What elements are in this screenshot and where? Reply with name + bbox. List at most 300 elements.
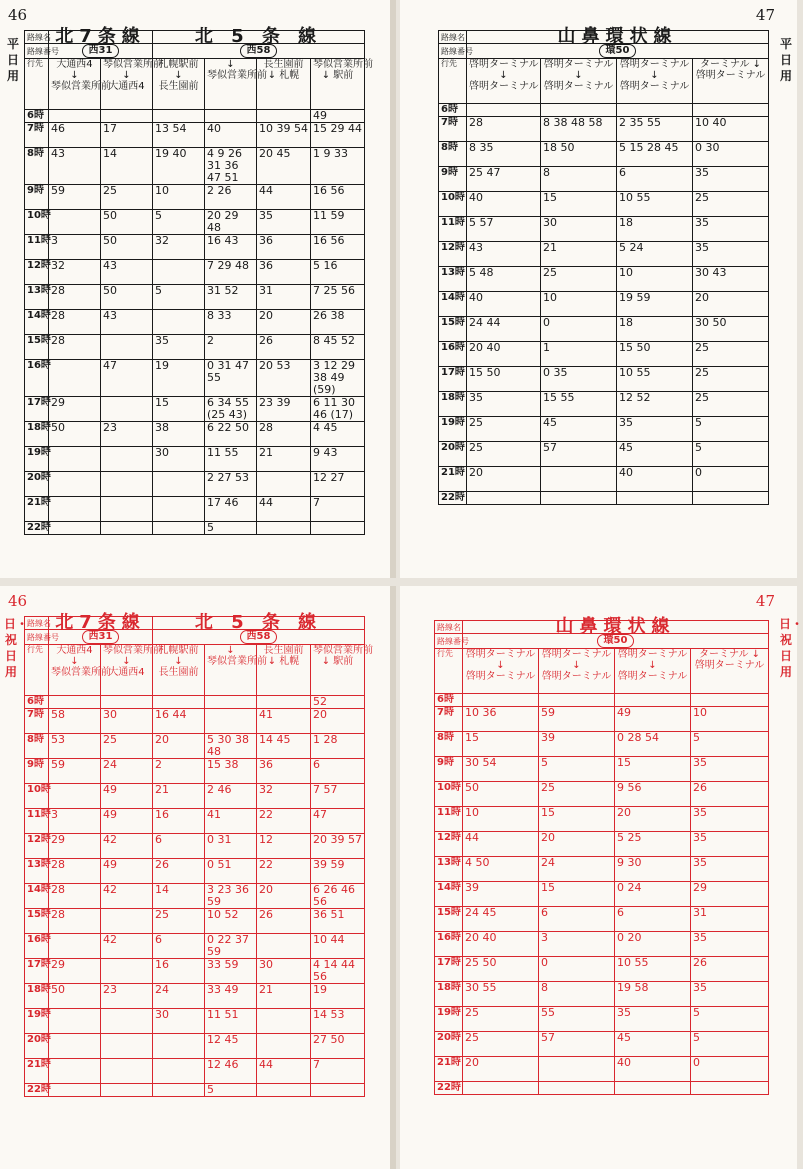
minutes-cell: 35 bbox=[691, 832, 769, 857]
table-row bbox=[25, 884, 365, 909]
table-row bbox=[25, 834, 365, 859]
minutes-cell: 16 43 bbox=[205, 235, 257, 260]
hour-cell: 14時 bbox=[439, 292, 467, 317]
minutes-cell: 36 bbox=[257, 260, 311, 285]
minutes-cell: 24 bbox=[101, 759, 153, 784]
table-row bbox=[25, 235, 365, 260]
minutes-cell: 28 bbox=[49, 285, 101, 310]
minutes-cell: 13 54 bbox=[153, 123, 205, 148]
minutes-cell: 6 22 50 bbox=[205, 422, 257, 447]
minutes-cell: 6 bbox=[153, 934, 205, 959]
minutes-cell: 19 59 bbox=[617, 292, 693, 317]
hour-cell: 10時 bbox=[25, 784, 49, 809]
minutes-cell: 6 26 46 56 bbox=[311, 884, 365, 909]
table-row bbox=[25, 959, 365, 984]
table-row bbox=[435, 932, 769, 957]
minutes-cell: 5 bbox=[205, 522, 257, 535]
timetable bbox=[438, 26, 769, 505]
minutes-cell: 25 bbox=[463, 1032, 539, 1057]
minutes-cell: 0 bbox=[539, 957, 615, 982]
dest-label: 行先 bbox=[435, 649, 463, 694]
route-name-label: 路線名 bbox=[25, 31, 49, 44]
hour-cell: 11時 bbox=[439, 217, 467, 242]
table-row bbox=[435, 832, 769, 857]
hour-cell: 13時 bbox=[435, 857, 463, 882]
minutes-cell bbox=[463, 1082, 539, 1095]
minutes-cell: 19 58 bbox=[615, 982, 691, 1007]
hour-cell: 6時 bbox=[25, 696, 49, 709]
minutes-cell: 3 23 36 59 bbox=[205, 884, 257, 909]
table-row bbox=[25, 148, 365, 185]
table-row bbox=[25, 709, 365, 734]
minutes-cell bbox=[257, 1084, 311, 1097]
minutes-cell: 0 22 37 59 bbox=[205, 934, 257, 959]
minutes-cell: 6 bbox=[617, 167, 693, 192]
minutes-cell: 2 27 53 bbox=[205, 472, 257, 497]
table-row bbox=[25, 809, 365, 834]
hour-cell: 17時 bbox=[435, 957, 463, 982]
minutes-cell: 6 34 55 (25 43) bbox=[205, 397, 257, 422]
table-row bbox=[25, 1034, 365, 1059]
minutes-cell: 25 bbox=[693, 392, 769, 417]
hour-cell: 20時 bbox=[25, 472, 49, 497]
minutes-cell: 7 25 56 bbox=[311, 285, 365, 310]
line-name: 北7条線 bbox=[49, 31, 153, 44]
minutes-cell: 7 bbox=[311, 1059, 365, 1084]
minutes-cell: 20 40 bbox=[463, 932, 539, 957]
hour-cell: 12時 bbox=[25, 260, 49, 285]
minutes-cell: 4 50 bbox=[463, 857, 539, 882]
minutes-cell bbox=[205, 696, 257, 709]
minutes-cell: 9 30 bbox=[615, 857, 691, 882]
table-row bbox=[439, 267, 769, 292]
minutes-cell: 30 bbox=[153, 447, 205, 472]
minutes-cell bbox=[541, 104, 617, 117]
minutes-cell bbox=[49, 1084, 101, 1097]
minutes-cell: 31 52 bbox=[205, 285, 257, 310]
hour-cell: 17時 bbox=[25, 397, 49, 422]
minutes-cell: 0 28 54 bbox=[615, 732, 691, 757]
bottom-right-page bbox=[400, 586, 803, 1169]
minutes-cell: 0 51 bbox=[205, 859, 257, 884]
minutes-cell: 26 bbox=[691, 782, 769, 807]
minutes-cell: 28 bbox=[49, 859, 101, 884]
minutes-cell: 40 bbox=[467, 192, 541, 217]
minutes-cell bbox=[49, 784, 101, 809]
page-number: 47 bbox=[755, 6, 775, 24]
minutes-cell: 26 bbox=[691, 957, 769, 982]
minutes-cell: 30 54 bbox=[463, 757, 539, 782]
minutes-cell: 6 bbox=[153, 834, 205, 859]
minutes-cell bbox=[691, 694, 769, 707]
minutes-cell: 2 bbox=[205, 335, 257, 360]
line-name: 北7条線 bbox=[49, 617, 153, 630]
minutes-cell: 15 bbox=[539, 807, 615, 832]
minutes-cell bbox=[311, 1084, 365, 1097]
hour-cell: 20時 bbox=[439, 442, 467, 467]
minutes-cell: 10 55 bbox=[617, 192, 693, 217]
minutes-cell: 7 57 bbox=[311, 784, 365, 809]
minutes-cell: 25 bbox=[693, 192, 769, 217]
minutes-cell: 20 bbox=[257, 884, 311, 909]
minutes-cell: 35 bbox=[257, 210, 311, 235]
minutes-cell: 30 bbox=[153, 1009, 205, 1034]
minutes-cell: 44 bbox=[257, 185, 311, 210]
minutes-cell bbox=[49, 522, 101, 535]
minutes-cell: 0 31 47 55 bbox=[205, 360, 257, 397]
minutes-cell: 20 bbox=[463, 1057, 539, 1082]
minutes-cell: 16 56 bbox=[311, 185, 365, 210]
minutes-cell bbox=[257, 472, 311, 497]
minutes-cell: 8 38 48 58 bbox=[541, 117, 617, 142]
minutes-cell bbox=[257, 934, 311, 959]
minutes-cell: 43 bbox=[467, 242, 541, 267]
hour-cell: 21時 bbox=[435, 1057, 463, 1082]
hour-cell: 16時 bbox=[439, 342, 467, 367]
hour-cell: 9時 bbox=[435, 757, 463, 782]
minutes-cell: 46 bbox=[49, 123, 101, 148]
minutes-cell bbox=[257, 110, 311, 123]
minutes-cell: 53 bbox=[49, 734, 101, 759]
table-row bbox=[439, 292, 769, 317]
hour-cell: 7時 bbox=[25, 123, 49, 148]
table-row bbox=[25, 734, 365, 759]
destination-header: 大通西4 ↓ 琴似営業所前 bbox=[49, 59, 101, 110]
hour-cell: 22時 bbox=[439, 492, 467, 505]
route-number-badge: 西58 bbox=[240, 630, 278, 644]
dest-label: 行先 bbox=[439, 59, 467, 104]
table-row bbox=[439, 467, 769, 492]
minutes-cell: 6 11 30 46 (17) bbox=[311, 397, 365, 422]
minutes-cell bbox=[49, 110, 101, 123]
hour-cell: 6時 bbox=[439, 104, 467, 117]
minutes-cell: 10 bbox=[463, 807, 539, 832]
minutes-cell bbox=[49, 1059, 101, 1084]
minutes-cell bbox=[101, 447, 153, 472]
table-row bbox=[435, 782, 769, 807]
destination-header: 啓明ターミナル ↓ 啓明ターミナル bbox=[617, 59, 693, 104]
table-row bbox=[25, 1084, 365, 1097]
minutes-cell bbox=[311, 522, 365, 535]
route-no-label: 路線番号 bbox=[25, 44, 49, 59]
table-row bbox=[435, 1007, 769, 1032]
minutes-cell: 33 59 bbox=[205, 959, 257, 984]
minutes-cell bbox=[539, 1057, 615, 1082]
minutes-cell bbox=[49, 360, 101, 397]
minutes-cell bbox=[617, 104, 693, 117]
table-row bbox=[25, 472, 365, 497]
table-row bbox=[439, 342, 769, 367]
minutes-cell: 0 31 bbox=[205, 834, 257, 859]
route-no-label: 路線番号 bbox=[439, 44, 467, 59]
minutes-cell: 30 bbox=[101, 709, 153, 734]
table-row bbox=[25, 123, 365, 148]
minutes-cell: 59 bbox=[49, 185, 101, 210]
hour-cell: 13時 bbox=[25, 285, 49, 310]
minutes-cell bbox=[101, 909, 153, 934]
minutes-cell: 0 35 bbox=[541, 367, 617, 392]
minutes-cell: 47 bbox=[101, 360, 153, 397]
minutes-cell bbox=[693, 104, 769, 117]
minutes-cell: 15 55 bbox=[541, 392, 617, 417]
hour-cell: 8時 bbox=[25, 148, 49, 185]
hour-cell: 11時 bbox=[25, 809, 49, 834]
minutes-cell: 7 bbox=[311, 497, 365, 522]
minutes-cell bbox=[467, 492, 541, 505]
table-row bbox=[435, 907, 769, 932]
table-row bbox=[439, 104, 769, 117]
minutes-cell: 19 bbox=[153, 360, 205, 397]
minutes-cell: 52 bbox=[311, 696, 365, 709]
minutes-cell: 11 59 bbox=[311, 210, 365, 235]
minutes-cell: 0 bbox=[541, 317, 617, 342]
minutes-cell: 6 bbox=[311, 759, 365, 784]
table-row bbox=[439, 417, 769, 442]
route-number-badge: 環50 bbox=[597, 634, 635, 648]
minutes-cell bbox=[257, 696, 311, 709]
route-no-label: 路線番号 bbox=[25, 630, 49, 645]
minutes-cell: 35 bbox=[691, 807, 769, 832]
hour-cell: 21時 bbox=[439, 467, 467, 492]
minutes-cell: 25 47 bbox=[467, 167, 541, 192]
day-type-label: 日・祝日用 bbox=[779, 617, 803, 679]
minutes-cell: 35 bbox=[691, 982, 769, 1007]
table-row bbox=[439, 442, 769, 467]
destination-header: 啓明ターミナル ↓ 啓明ターミナル bbox=[539, 649, 615, 694]
minutes-cell: 24 44 bbox=[467, 317, 541, 342]
minutes-cell bbox=[49, 447, 101, 472]
minutes-cell bbox=[101, 1009, 153, 1034]
minutes-cell: 15 50 bbox=[617, 342, 693, 367]
destination-header: 長生園前 ↓ 札幌 bbox=[257, 645, 311, 696]
minutes-cell: 50 bbox=[101, 235, 153, 260]
minutes-cell: 26 bbox=[153, 859, 205, 884]
bottom-left-page bbox=[0, 586, 396, 1169]
hour-cell: 16時 bbox=[435, 932, 463, 957]
minutes-cell: 25 bbox=[153, 909, 205, 934]
page-number: 46 bbox=[8, 592, 28, 610]
minutes-cell: 26 38 bbox=[311, 310, 365, 335]
minutes-cell: 27 50 bbox=[311, 1034, 365, 1059]
table-row bbox=[25, 185, 365, 210]
minutes-cell bbox=[101, 1059, 153, 1084]
minutes-cell: 18 50 bbox=[541, 142, 617, 167]
route-number-badge: 西31 bbox=[82, 630, 120, 644]
minutes-cell: 12 27 bbox=[311, 472, 365, 497]
minutes-cell: 8 33 bbox=[205, 310, 257, 335]
minutes-cell: 2 46 bbox=[205, 784, 257, 809]
minutes-cell: 40 bbox=[615, 1057, 691, 1082]
hour-cell: 12時 bbox=[435, 832, 463, 857]
minutes-cell: 21 bbox=[153, 784, 205, 809]
minutes-cell: 10 39 54 bbox=[257, 123, 311, 148]
page-number: 47 bbox=[755, 592, 775, 610]
minutes-cell: 41 bbox=[257, 709, 311, 734]
route-name-label: 路線名 bbox=[25, 617, 49, 630]
minutes-cell: 35 bbox=[615, 1007, 691, 1032]
binding-gutter bbox=[390, 0, 396, 578]
table-row bbox=[439, 217, 769, 242]
table-row bbox=[25, 984, 365, 1009]
minutes-cell: 24 45 bbox=[463, 907, 539, 932]
minutes-cell: 10 40 bbox=[693, 117, 769, 142]
destination-header: ターミナル ↓ 啓明ターミナル bbox=[693, 59, 769, 104]
minutes-cell: 2 bbox=[153, 759, 205, 784]
minutes-cell: 20 bbox=[311, 709, 365, 734]
minutes-cell bbox=[49, 934, 101, 959]
table-row bbox=[25, 522, 365, 535]
minutes-cell: 10 bbox=[691, 707, 769, 732]
route-number-badge: 西58 bbox=[240, 44, 278, 58]
destination-header: 啓明ターミナル ↓ 啓明ターミナル bbox=[615, 649, 691, 694]
minutes-cell: 5 bbox=[693, 442, 769, 467]
minutes-cell: 5 57 bbox=[467, 217, 541, 242]
minutes-cell: 15 29 44 bbox=[311, 123, 365, 148]
minutes-cell: 1 9 33 bbox=[311, 148, 365, 185]
table-row bbox=[25, 310, 365, 335]
minutes-cell: 50 bbox=[101, 285, 153, 310]
table-row bbox=[25, 1009, 365, 1034]
minutes-cell: 14 bbox=[101, 148, 153, 185]
table-row bbox=[435, 1082, 769, 1095]
minutes-cell: 30 bbox=[541, 217, 617, 242]
destination-header: ↓ 琴似営業所前 bbox=[205, 59, 257, 110]
minutes-cell: 23 bbox=[101, 984, 153, 1009]
table-row bbox=[435, 694, 769, 707]
minutes-cell bbox=[153, 110, 205, 123]
minutes-cell: 35 bbox=[691, 757, 769, 782]
minutes-cell: 25 50 bbox=[463, 957, 539, 982]
timetable bbox=[24, 612, 373, 1097]
line-name: 北 5 条 線 bbox=[153, 31, 365, 44]
minutes-cell bbox=[101, 497, 153, 522]
minutes-cell: 45 bbox=[617, 442, 693, 467]
minutes-cell: 50 bbox=[101, 210, 153, 235]
minutes-cell: 5 48 bbox=[467, 267, 541, 292]
minutes-cell: 8 bbox=[539, 982, 615, 1007]
minutes-cell: 17 46 bbox=[205, 497, 257, 522]
minutes-cell: 28 bbox=[49, 909, 101, 934]
minutes-cell: 5 15 28 45 bbox=[617, 142, 693, 167]
minutes-cell: 20 bbox=[693, 292, 769, 317]
minutes-cell: 6 bbox=[615, 907, 691, 932]
minutes-cell bbox=[101, 959, 153, 984]
minutes-cell: 49 bbox=[311, 110, 365, 123]
table-row bbox=[439, 117, 769, 142]
minutes-cell: 11 51 bbox=[205, 1009, 257, 1034]
hour-cell: 6時 bbox=[435, 694, 463, 707]
minutes-cell: 22 bbox=[257, 859, 311, 884]
minutes-cell: 25 bbox=[463, 1007, 539, 1032]
minutes-cell: 8 45 52 bbox=[311, 335, 365, 360]
hour-cell: 22時 bbox=[435, 1082, 463, 1095]
minutes-cell: 16 bbox=[153, 959, 205, 984]
hour-cell: 14時 bbox=[435, 882, 463, 907]
minutes-cell: 21 bbox=[541, 242, 617, 267]
hour-cell: 15時 bbox=[435, 907, 463, 932]
minutes-cell: 28 bbox=[49, 884, 101, 909]
hour-cell: 18時 bbox=[25, 422, 49, 447]
hour-cell: 21時 bbox=[25, 497, 49, 522]
destination-header: ターミナル ↓ 啓明ターミナル bbox=[691, 649, 769, 694]
minutes-cell: 17 bbox=[101, 123, 153, 148]
table-row bbox=[25, 285, 365, 310]
destination-header: 琴似営業所前 ↓ 大通西4 bbox=[101, 59, 153, 110]
minutes-cell: 5 bbox=[539, 757, 615, 782]
table-row bbox=[439, 317, 769, 342]
minutes-cell: 55 bbox=[539, 1007, 615, 1032]
minutes-cell bbox=[257, 1009, 311, 1034]
line-name: 北 5 条 線 bbox=[153, 617, 365, 630]
minutes-cell: 15 bbox=[539, 882, 615, 907]
minutes-cell: 25 bbox=[467, 417, 541, 442]
minutes-cell: 10 44 bbox=[311, 934, 365, 959]
minutes-cell: 0 30 bbox=[693, 142, 769, 167]
minutes-cell bbox=[615, 1082, 691, 1095]
hour-cell: 19時 bbox=[439, 417, 467, 442]
table-row bbox=[435, 882, 769, 907]
table-row bbox=[25, 759, 365, 784]
minutes-cell: 29 bbox=[49, 397, 101, 422]
minutes-cell: 28 bbox=[49, 310, 101, 335]
route-no-label: 路線番号 bbox=[435, 634, 463, 649]
table-row bbox=[25, 497, 365, 522]
table-row bbox=[25, 110, 365, 123]
minutes-cell bbox=[101, 1034, 153, 1059]
minutes-cell: 25 bbox=[101, 185, 153, 210]
minutes-cell: 42 bbox=[101, 884, 153, 909]
minutes-cell bbox=[539, 1082, 615, 1095]
table-row bbox=[439, 242, 769, 267]
minutes-cell: 4 14 44 56 bbox=[311, 959, 365, 984]
minutes-cell: 12 45 bbox=[205, 1034, 257, 1059]
minutes-cell bbox=[49, 497, 101, 522]
minutes-cell: 43 bbox=[101, 260, 153, 285]
hour-cell: 15時 bbox=[25, 909, 49, 934]
hour-cell: 7時 bbox=[25, 709, 49, 734]
dest-label: 行先 bbox=[25, 59, 49, 110]
minutes-cell: 3 12 29 38 49 (59) bbox=[311, 360, 365, 397]
table-row bbox=[439, 142, 769, 167]
table-row bbox=[435, 857, 769, 882]
destination-header: 大通西4 ↓ 琴似営業所前 bbox=[49, 645, 101, 696]
minutes-cell: 2 35 55 bbox=[617, 117, 693, 142]
minutes-cell: 15 50 bbox=[467, 367, 541, 392]
route-number-badge: 西31 bbox=[82, 44, 120, 58]
minutes-cell: 5 bbox=[691, 1007, 769, 1032]
minutes-cell bbox=[101, 1084, 153, 1097]
minutes-cell: 1 28 bbox=[311, 734, 365, 759]
minutes-cell: 22 bbox=[257, 809, 311, 834]
minutes-cell: 20 bbox=[539, 832, 615, 857]
minutes-cell: 32 bbox=[257, 784, 311, 809]
minutes-cell: 26 bbox=[257, 909, 311, 934]
minutes-cell: 5 bbox=[153, 210, 205, 235]
minutes-cell: 7 29 48 bbox=[205, 260, 257, 285]
minutes-cell: 35 bbox=[693, 217, 769, 242]
hour-cell: 17時 bbox=[439, 367, 467, 392]
minutes-cell: 32 bbox=[153, 235, 205, 260]
hour-cell: 11時 bbox=[435, 807, 463, 832]
table-row bbox=[435, 732, 769, 757]
minutes-cell: 4 45 bbox=[311, 422, 365, 447]
destination-header: 啓明ターミナル ↓ 啓明ターミナル bbox=[541, 59, 617, 104]
minutes-cell: 5 25 bbox=[615, 832, 691, 857]
destination-header: ↓ 琴似営業所前 bbox=[205, 645, 257, 696]
minutes-cell: 12 52 bbox=[617, 392, 693, 417]
minutes-cell bbox=[617, 492, 693, 505]
table-row bbox=[435, 957, 769, 982]
